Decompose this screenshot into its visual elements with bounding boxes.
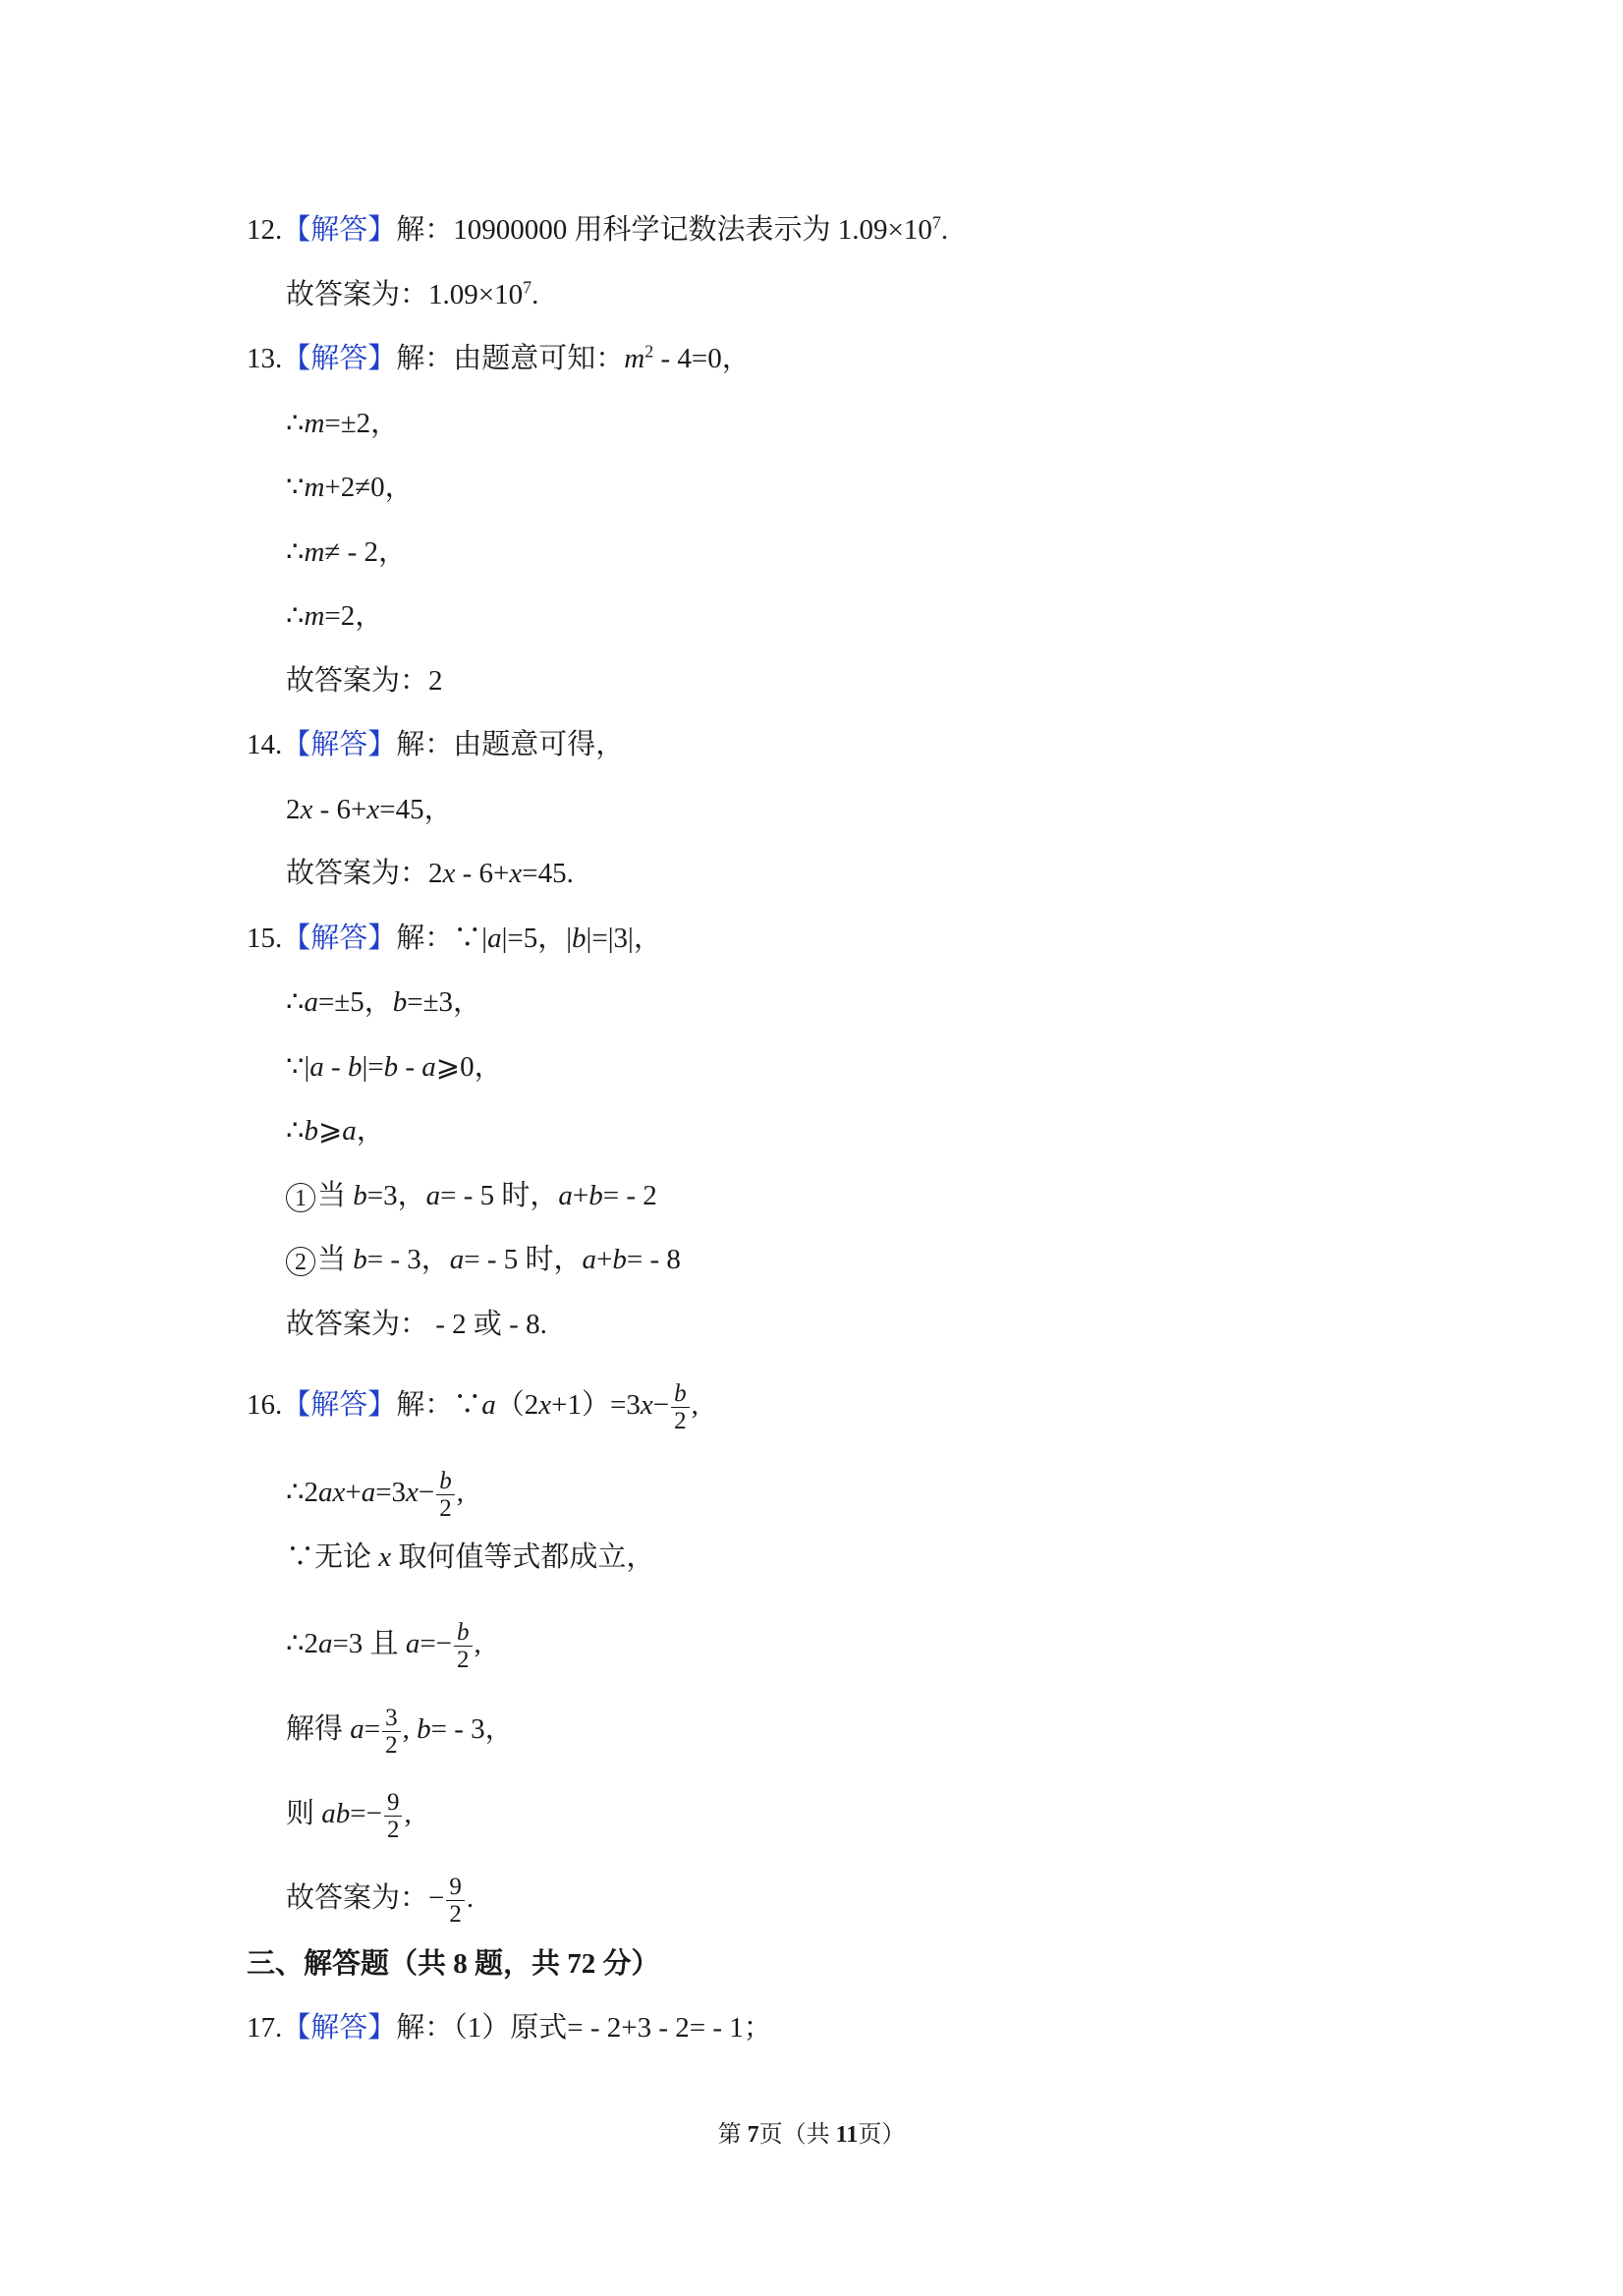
solution-14-line-1: [247, 725, 624, 764]
solution-text: - 4=0，: [653, 343, 751, 374]
solution-text: =3: [375, 1477, 407, 1509]
variable: b: [383, 1051, 399, 1083]
solution-text: −: [652, 1389, 670, 1422]
solution-text: |=: [362, 1051, 384, 1083]
variable: a: [487, 923, 502, 954]
punct: ,: [691, 1389, 699, 1422]
solution-text: = - 3，: [366, 1244, 450, 1275]
variable: x: [509, 858, 523, 889]
therefore-symbol: ∴: [286, 600, 305, 632]
solution-text: ⩾: [317, 1115, 343, 1147]
solution-text: = - 3，: [430, 1713, 514, 1746]
solution-text: 2: [286, 794, 301, 825]
therefore-symbol: ∴: [286, 408, 305, 439]
variable: x: [442, 858, 456, 889]
fraction-numerator: b: [454, 1619, 473, 1647]
solution-12-line-2: [286, 275, 538, 314]
solution-text: +: [596, 1244, 613, 1275]
solution-15-line-1: [247, 919, 662, 958]
solution-16-line-4: [286, 1619, 481, 1673]
variable: a: [421, 1051, 436, 1083]
variable: m: [304, 536, 325, 568]
solution-16-line-2: [286, 1468, 465, 1522]
solution-16-line-6: [286, 1789, 412, 1843]
solution-text: - 6+: [455, 858, 510, 889]
fraction-numerator: 9: [446, 1874, 465, 1901]
variable: b: [353, 1244, 367, 1275]
variable: m: [304, 472, 325, 503]
solution-13-line-3: [286, 468, 414, 507]
solution-text: 解：由题意可得，: [396, 729, 625, 760]
solution-text: ∴2: [286, 1628, 318, 1660]
fraction-denominator: 2: [386, 1817, 400, 1843]
circled-number: 2: [286, 1247, 315, 1276]
therefore-symbol: ∴: [286, 536, 305, 568]
variable: x: [538, 1389, 552, 1422]
solution-13-line-6: [286, 661, 443, 700]
solution-text: 当: [317, 1244, 354, 1275]
variable: m: [304, 408, 325, 439]
answer-text: 故答案为：2: [286, 665, 443, 697]
total-pages: 11: [835, 2122, 859, 2148]
solution-text: -: [398, 1051, 422, 1083]
variable: ax: [317, 1477, 346, 1509]
solution-15-line-3: [286, 1047, 503, 1087]
problem-number: 12.: [247, 214, 283, 246]
variable: x: [406, 1477, 419, 1509]
solution-text: -: [323, 1051, 348, 1083]
fraction-denominator: 2: [385, 1732, 398, 1759]
solution-13-line-1: [247, 339, 751, 378]
because-symbol: ∵: [286, 472, 305, 503]
solution-16-line-3: [286, 1538, 654, 1577]
variable: b: [353, 1180, 367, 1211]
answer-tag: 【解答】: [282, 1389, 397, 1422]
variable: b: [392, 986, 408, 1018]
answer-text: 故答案为：2: [286, 858, 443, 889]
fraction: [382, 1705, 401, 1759]
solution-text: 解得: [286, 1713, 351, 1746]
solution-text: 解：（1）原式= - 2+3 - 2= - 1；: [396, 2012, 772, 2044]
solution-text: =±5，: [317, 986, 393, 1018]
punct: .: [940, 214, 949, 246]
fraction-denominator: 2: [439, 1495, 452, 1522]
solution-text: =±3，: [407, 986, 482, 1018]
fraction-numerator: b: [436, 1468, 455, 1495]
answer-text: 故答案为： - 2 或 - 8.: [286, 1309, 547, 1340]
solution-text: 则: [286, 1798, 322, 1830]
answer-tag: 【解答】: [282, 923, 397, 954]
fraction-denominator: 2: [449, 1901, 462, 1928]
solution-13-line-2: [286, 404, 399, 443]
variable: b: [347, 1051, 363, 1083]
solution-text: =: [364, 1713, 381, 1746]
solution-text: =2，: [324, 600, 384, 632]
solution-15-case-1: [286, 1176, 657, 1215]
exponent: 7: [931, 212, 941, 233]
solution-15-line-4: [286, 1111, 385, 1150]
solution-text: =−: [420, 1628, 453, 1660]
fraction-denominator: 2: [674, 1408, 687, 1434]
variable: a: [309, 1051, 324, 1083]
because-symbol: ∵|: [286, 1051, 310, 1083]
solution-text: =3，: [366, 1180, 426, 1211]
solution-17-line-1: [247, 2008, 772, 2047]
solution-text: −: [418, 1477, 435, 1509]
punct: ,: [404, 1798, 412, 1830]
variable: b: [588, 1180, 603, 1211]
fraction: [436, 1468, 455, 1522]
solution-15-line-2: [286, 982, 481, 1022]
variable: a: [425, 1180, 441, 1211]
solution-text: +: [345, 1477, 362, 1509]
variable: a: [317, 1628, 333, 1660]
answer-tag: 【解答】: [282, 343, 397, 374]
variable: a: [361, 1477, 376, 1509]
solution-16-answer: [286, 1874, 475, 1928]
variable: a: [558, 1180, 573, 1211]
answer-tag: 【解答】: [282, 214, 397, 246]
answer-tag: 【解答】: [282, 729, 397, 760]
problem-number: 13.: [247, 343, 283, 374]
solution-14-line-3: [286, 854, 574, 893]
solution-text: 解：由题意可知：: [396, 343, 625, 374]
solution-text: （2: [495, 1389, 539, 1422]
punct: .: [466, 1882, 475, 1915]
solution-text: - 6+: [312, 794, 367, 825]
therefore-symbol: ∴: [286, 1115, 305, 1147]
solution-13-line-4: [286, 532, 407, 572]
solution-text: ≠ - 2，: [324, 536, 407, 568]
problem-number: 17.: [247, 2012, 283, 2044]
solution-text: ∵无论: [286, 1541, 379, 1573]
solution-13-line-5: [286, 596, 383, 636]
variable: b: [417, 1713, 431, 1746]
solution-16-line-5: [286, 1705, 514, 1759]
solution-text: =45，: [379, 794, 453, 825]
variable: b: [304, 1115, 318, 1147]
exponent: 7: [523, 277, 532, 298]
fraction-numerator: 9: [384, 1789, 403, 1817]
variable: a: [304, 986, 318, 1018]
exponent: 2: [644, 341, 654, 362]
page-footer: [0, 2114, 1623, 2149]
solution-12-line-1: [247, 210, 948, 250]
solution-14-line-2: [286, 790, 453, 829]
variable: ab: [321, 1798, 351, 1830]
problem-number: 14.: [247, 729, 283, 760]
fraction: [671, 1380, 690, 1434]
variable: a: [449, 1244, 465, 1275]
fraction-numerator: 3: [382, 1705, 401, 1732]
solution-text: 解：∵|: [396, 923, 488, 954]
problem-number: 15.: [247, 923, 283, 954]
solution-text: +: [572, 1180, 589, 1211]
fraction: [446, 1874, 465, 1928]
variable: b: [572, 923, 587, 954]
variable: m: [304, 600, 325, 632]
variable: x: [300, 794, 313, 825]
solution-text: = - 2: [602, 1180, 657, 1211]
section-heading: 三、解答题（共 8 题，共 72 分）: [247, 1948, 660, 1980]
punct: ,: [474, 1628, 481, 1660]
variable: a: [350, 1713, 364, 1746]
punct: ,: [456, 1477, 465, 1509]
variable: a: [405, 1628, 420, 1660]
answer-text: 故答案为：1.09×10: [286, 279, 524, 310]
fraction-numerator: b: [671, 1380, 690, 1408]
solution-text: =45.: [522, 858, 574, 889]
solution-text: ，: [356, 1115, 385, 1147]
variable: b: [612, 1244, 627, 1275]
solution-text: = - 5 时，: [464, 1244, 583, 1275]
solution-text: +2≠0，: [324, 472, 414, 503]
solution-text: +1）=3: [551, 1389, 641, 1422]
solution-text: 取何值等式都成立，: [391, 1541, 655, 1573]
solution-text: = - 5 时，: [440, 1180, 559, 1211]
solution-text: =±2，: [324, 408, 400, 439]
variable: m: [624, 343, 645, 374]
punct: .: [532, 279, 539, 310]
footer-text: 第: [717, 2122, 748, 2148]
footer-text: 页（共: [758, 2122, 836, 2148]
solution-15-answer: [286, 1305, 547, 1344]
footer-text: 页）: [858, 2122, 906, 2148]
variable: a: [342, 1115, 357, 1147]
answer-tag: 【解答】: [282, 2012, 397, 2044]
solution-text: ∴2: [286, 1477, 318, 1509]
problem-number: 16.: [247, 1389, 283, 1422]
therefore-symbol: ∴: [286, 986, 305, 1018]
solution-15-case-2: [286, 1240, 681, 1279]
variable: a: [582, 1244, 597, 1275]
solution-text: |=5，|: [501, 923, 573, 954]
solution-text: =3 且: [332, 1628, 406, 1660]
circled-number: 1: [286, 1183, 315, 1212]
variable: x: [378, 1541, 392, 1573]
variable: x: [366, 794, 380, 825]
solution-text: |=|3|，: [586, 923, 662, 954]
fraction: [384, 1789, 403, 1843]
solution-16-line-1: [247, 1380, 699, 1434]
page-number: 7: [747, 2122, 759, 2148]
solution-text: 当: [317, 1180, 354, 1211]
variable: a: [481, 1389, 496, 1422]
variable: x: [640, 1389, 653, 1422]
fraction-denominator: 2: [457, 1647, 470, 1673]
solution-text: 解：10900000 用科学记数法表示为 1.09×10: [396, 214, 932, 246]
answer-text: 故答案为：−: [286, 1882, 445, 1915]
fraction: [454, 1619, 473, 1673]
solution-text: ,: [402, 1713, 418, 1746]
solution-text: =−: [350, 1798, 382, 1830]
solution-text: 解：∵: [396, 1389, 482, 1422]
solution-text: = - 8: [626, 1244, 681, 1275]
solution-text: ⩾0，: [435, 1051, 503, 1083]
